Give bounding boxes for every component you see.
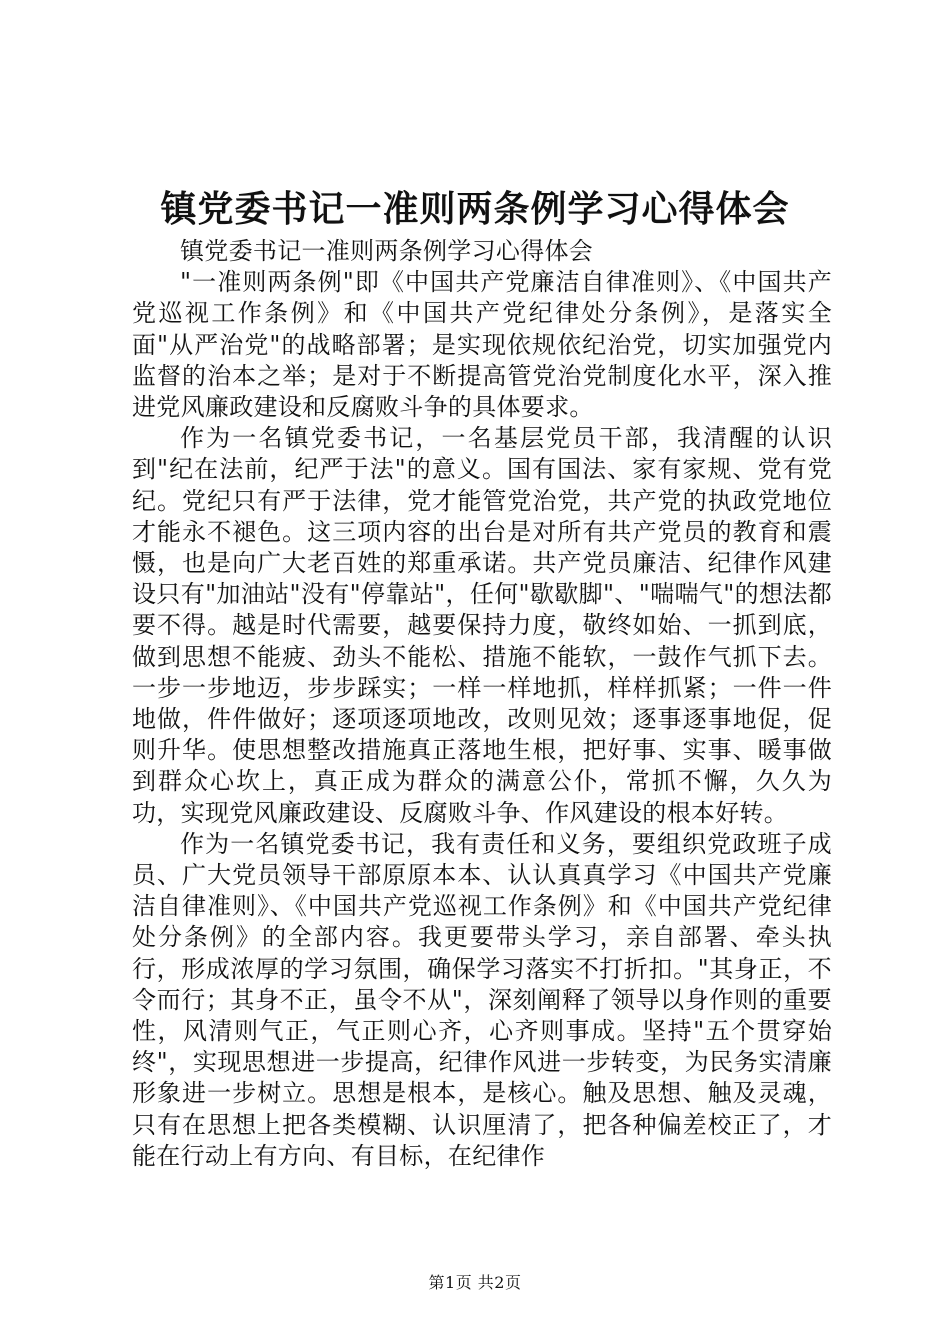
document-title: 镇党委书记一准则两条例学习心得体会 bbox=[160, 189, 790, 230]
body-paragraph-2: 作为一名镇党委书记，一名基层党员干部，我清醒的认识到"纪在法前，纪严于法"的意义。国有国法、家有家规、党有党纪。党纪只有严于法律，党才能管党治党，共产党的执政党地位才能永不褪色。这三项内容的出台是对所有共产党员的教育和震慑，也是向广大老百姓的郑重承诺。共产党员廉洁、纪律作风建设只有"加油站"没有"停靠站"，任何"歇歇脚"、"喘喘气"的想法都要不得。越是时代需要，越要保持力度，敬终如始、一抓到底，做到思想不能疲、劲头不能松、措施不能软，一鼓作气抓下去。一步一步地迈，步步踩实；一样一样地抓，样样抓紧；一件一件地做，件件做好；逐项逐项地改，改则见效；逐事逐事地促，促则升华。使思想整改措施真正落地生根，把好事、实事、暖事做到群众心坎上，真正成为群众的满意公仆，常抓不懈，久久为功，实现党风廉政建设、反腐败斗争、作风建设的根本好转。 bbox=[132, 424, 832, 827]
body-paragraph-1: "一准则两条例"即《中国共产党廉洁自律准则》、《中国共产党巡视工作条例》和《中国共产党纪律处分条例》，是落实全面"从严治党"的战略部署；是实现依规依纪治党，切实加强党内监督的治本之举；是对于不断提高管党治党制度化水平，深入推进党风廉政建设和反腐败斗争的具体要求。 bbox=[132, 268, 832, 422]
body-paragraph-3: 作为一名镇党委书记，我有责任和义务，要组织党政班子成员、广大党员领导干部原原本本、认认真真学习《中国共产党廉洁自律准则》、《中国共产党巡视工作条例》和《中国共产党纪律处分条例》的全部内容。我更要带头学习，亲自部署、牵头执行，形成浓厚的学习氛围，确保学习落实不打折扣。"其身正，不令而行；其身不正，虽令不从"，深刻阐释了领导以身作则的重要性，风清则气正，气正则心齐，心齐则事成。坚持"五个贯穿始终"，实现思想进一步提高，纪律作风进一步转变，为民务实清廉形象进一步树立。思想是根本，是核心。触及思想、触及灵魂，只有在思想上把各类模糊、认识厘清了，把各种偏差校正了，才能在行动上有方向、有目标，在纪律作 bbox=[132, 829, 832, 1170]
body-paragraph-subtitle: 镇党委书记一准则两条例学习心得体会 bbox=[180, 237, 594, 265]
page-number-footer: 第1页 共2页 bbox=[428, 1273, 522, 1292]
document-body bbox=[132, 236, 832, 1172]
